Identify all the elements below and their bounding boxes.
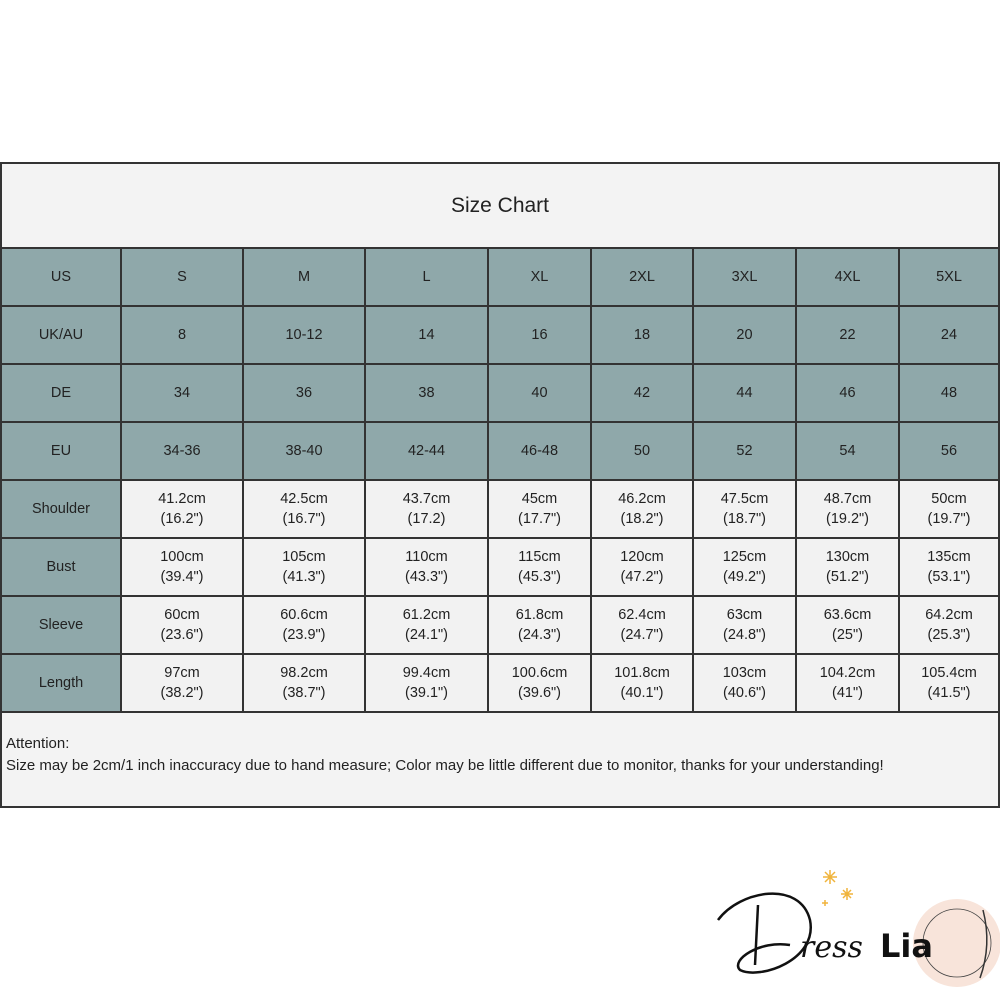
size-cell: 14 (365, 306, 488, 364)
measure-cell (693, 654, 796, 712)
measure-cell (693, 596, 796, 654)
size-cell: 52 (693, 422, 796, 480)
measure-cell (591, 538, 693, 596)
cm-value: 104.2cm (819, 665, 876, 681)
cm-value: 63cm (726, 607, 763, 623)
table-row-us (2, 249, 998, 306)
inch-value: (19.7") (927, 511, 971, 527)
cm-value: 105.4cm (921, 665, 977, 681)
cm-value: 60cm (164, 607, 200, 623)
column-header: 2XL (591, 249, 693, 306)
measure-cell (365, 654, 488, 712)
cm-value: 115cm (518, 549, 561, 565)
cm-value: 50cm (931, 491, 967, 507)
size-cell: 16 (488, 306, 591, 364)
measure-cell (796, 538, 899, 596)
cm-value: 64.2cm (925, 607, 973, 623)
cm-value: 61.2cm (402, 607, 451, 623)
measure-cell (365, 480, 488, 538)
measure-cell (693, 480, 796, 538)
column-header: 4XL (796, 249, 899, 306)
inch-value: (19.2") (825, 511, 870, 527)
inch-value: (16.2") (160, 511, 204, 527)
cm-value: 48.7cm (823, 491, 872, 507)
star-icon (822, 870, 853, 906)
inch-value: (41.3") (282, 569, 326, 585)
inch-value: (24.1") (404, 627, 449, 643)
measure-cell (591, 654, 693, 712)
cm-value: 47.5cm (720, 491, 769, 507)
cm-value: 41.2cm (158, 491, 206, 507)
measure-cell (488, 654, 591, 712)
measure-cell (243, 480, 365, 538)
inch-value: (25.3") (927, 627, 971, 643)
measure-cell (121, 538, 243, 596)
measure-cell (488, 538, 591, 596)
inch-value: (38.2") (160, 685, 204, 701)
cm-value: 97cm (164, 665, 200, 681)
cm-value: 42.5cm (280, 491, 328, 507)
cm-value: 60.6cm (280, 607, 328, 623)
inch-value: (40.6") (722, 685, 767, 701)
cm-value: 63.6cm (823, 607, 872, 623)
row-label: Length (2, 654, 121, 712)
measure-cell (591, 480, 693, 538)
inch-value: (45.3") (517, 569, 562, 585)
attention-note (2, 713, 998, 777)
measure-cell (796, 480, 899, 538)
inch-value: (23.6") (160, 627, 204, 643)
inch-value: (17.2) (407, 511, 446, 527)
row-label: DE (2, 364, 121, 422)
inch-value: (39.6") (517, 685, 562, 701)
attention-heading: Attention: (6, 735, 70, 752)
inch-value: (47.2") (620, 569, 664, 585)
table-row (2, 480, 998, 538)
measure-cell (899, 480, 998, 538)
row-label: US (2, 249, 121, 306)
column-header: M (243, 249, 365, 306)
inch-value: (38.7") (282, 685, 326, 701)
measure-cell (243, 538, 365, 596)
inch-value: (23.9") (282, 627, 326, 643)
column-header: 5XL (899, 249, 998, 306)
column-header: XL (488, 249, 591, 306)
size-cell: 38 (365, 364, 488, 422)
size-cell: 10-12 (243, 306, 365, 364)
measure-cell (693, 538, 796, 596)
table-row (2, 306, 998, 364)
inch-value: (18.7") (722, 511, 767, 527)
measure-cell (243, 596, 365, 654)
size-cell: 54 (796, 422, 899, 480)
size-cell: 18 (591, 306, 693, 364)
size-cell: 46 (796, 364, 899, 422)
dresslia-logo (700, 860, 1000, 1000)
inch-value: (24.7") (620, 627, 664, 643)
inch-value: (53.1") (927, 569, 971, 585)
size-cell: 22 (796, 306, 899, 364)
measure-cell (121, 654, 243, 712)
inch-value: (16.7") (282, 511, 326, 527)
measure-cell (899, 654, 998, 712)
logo-script-d (718, 894, 811, 973)
table-row (2, 654, 998, 712)
column-header: 3XL (693, 249, 796, 306)
cm-value: 99.4cm (402, 665, 451, 681)
measure-cell (796, 596, 899, 654)
size-cell: 46-48 (488, 422, 591, 480)
table-row (2, 422, 998, 480)
cm-value: 103cm (722, 665, 767, 681)
inch-value: (41.5") (927, 685, 971, 701)
cm-value: 105cm (282, 549, 326, 565)
row-label: Shoulder (2, 480, 121, 538)
table-row (2, 364, 998, 422)
attention-text: Size may be 2cm/1 inch inaccuracy due to hand measure; Color may be little different due to monitor, thanks for your understanding! (6, 757, 884, 774)
svg-text:Lia: Lia (880, 927, 933, 965)
size-cell: 40 (488, 364, 591, 422)
size-cell: 20 (693, 306, 796, 364)
measure-cell (243, 654, 365, 712)
inch-value: (39.1") (404, 685, 449, 701)
cm-value: 120cm (620, 549, 664, 565)
cm-value: 62.4cm (618, 607, 666, 623)
inch-value: (25") (832, 627, 863, 643)
chart-title: Size Chart (2, 164, 998, 249)
row-label: EU (2, 422, 121, 480)
size-cell: 56 (899, 422, 998, 480)
size-table (2, 249, 998, 713)
table-row (2, 596, 998, 654)
measure-cell (591, 596, 693, 654)
cm-value: 46.2cm (618, 491, 666, 507)
measure-cell (796, 654, 899, 712)
svg-text:ress: ress (800, 930, 863, 965)
size-cell: 34 (121, 364, 243, 422)
table-row (2, 538, 998, 596)
inch-value: (41") (832, 685, 863, 701)
cm-value: 125cm (722, 549, 767, 565)
measure-cell (899, 538, 998, 596)
inch-value: (49.2") (722, 569, 767, 585)
cm-value: 135cm (927, 549, 971, 565)
cm-value: 45cm (521, 491, 558, 507)
measure-cell (121, 480, 243, 538)
size-cell: 50 (591, 422, 693, 480)
cm-value: 61.8cm (515, 607, 564, 623)
size-cell: 34-36 (121, 422, 243, 480)
size-cell: 44 (693, 364, 796, 422)
size-chart (0, 162, 1000, 808)
cm-value: 100.6cm (511, 665, 568, 681)
size-cell: 24 (899, 306, 998, 364)
measure-cell (899, 596, 998, 654)
measure-cell (121, 596, 243, 654)
inch-value: (24.3") (517, 627, 562, 643)
cm-value: 43.7cm (402, 491, 451, 507)
size-cell: 8 (121, 306, 243, 364)
inch-value: (40.1") (620, 685, 664, 701)
row-label: UK/AU (2, 306, 121, 364)
column-header: L (365, 249, 488, 306)
cm-value: 100cm (160, 549, 204, 565)
inch-value: (43.3") (404, 569, 449, 585)
cm-value: 98.2cm (280, 665, 328, 681)
size-cell: 48 (899, 364, 998, 422)
inch-value: (51.2") (825, 569, 870, 585)
size-cell: 38-40 (243, 422, 365, 480)
inch-value: (18.2") (620, 511, 664, 527)
row-label: Sleeve (2, 596, 121, 654)
cm-value: 110cm (405, 549, 448, 565)
measure-cell (488, 596, 591, 654)
size-cell: 42-44 (365, 422, 488, 480)
inch-value: (17.7") (517, 511, 562, 527)
size-cell: 42 (591, 364, 693, 422)
inch-value: (39.4") (160, 569, 204, 585)
column-header: S (121, 249, 243, 306)
inch-value: (24.8") (722, 627, 767, 643)
cm-value: 130cm (825, 549, 870, 565)
size-cell: 36 (243, 364, 365, 422)
row-label: Bust (2, 538, 121, 596)
measure-cell (488, 480, 591, 538)
cm-value: 101.8cm (614, 665, 670, 681)
measure-cell (365, 538, 488, 596)
measure-cell (365, 596, 488, 654)
